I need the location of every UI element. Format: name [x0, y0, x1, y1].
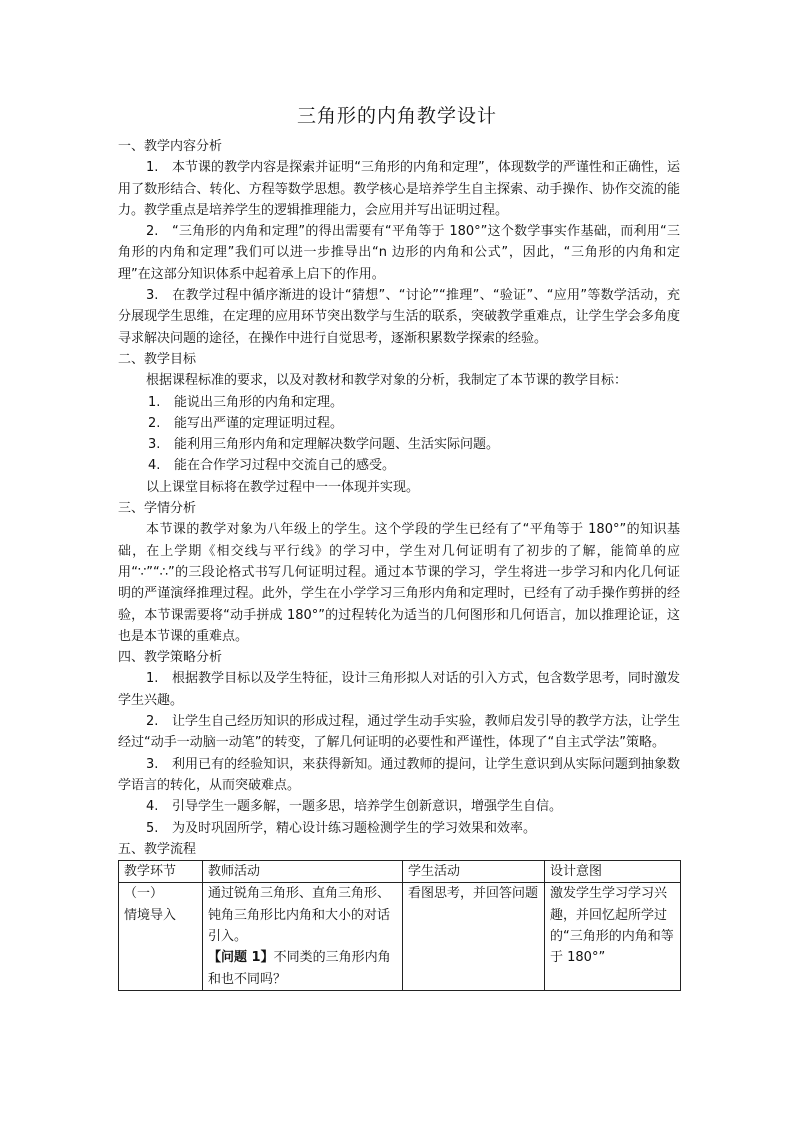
paragraph-text: 为及时巩固所学，精心设计练习题检测学生的学习效果和效率。 — [172, 820, 537, 836]
process-table — [118, 860, 681, 991]
paragraph — [118, 818, 680, 839]
list-number: 2. — [146, 714, 159, 730]
section-heading-5: 五、教学流程 — [118, 841, 197, 857]
paragraph-text: 利用已有的经验知识，来获得新知。通过教师的提问，让学生意识到从实际问题到抽象数学语言的转化，从而突破难点。 — [118, 756, 680, 793]
list-number: 4. — [146, 799, 159, 815]
table-row — [119, 883, 681, 990]
paragraph — [118, 285, 680, 349]
list-number: 4. — [148, 458, 161, 474]
list-item — [118, 455, 680, 476]
paragraph-text: “三角形的内角和定理”的得出需要有“平角等于 180°”这个数学事实作基础，而利用“三角形的内角和定理”我们可以进一步推导出“n 边形的内角和公式”，因此，“三角形的内角和定理”在这部分知识体系中起着承上启下的作用。 — [118, 224, 680, 282]
list-number: 1. — [146, 160, 159, 176]
paragraph-text: 根据教学目标以及学生特征，设计三角形拟人对话的引入方式，包含数学思考，同时激发学生兴趣。 — [118, 671, 680, 708]
list-item — [118, 392, 680, 413]
list-number: 3. — [146, 756, 159, 772]
list-number: 2. — [148, 415, 161, 431]
list-text: 能利用三角形内角和定理解决数学问题、生活实际问题。 — [174, 437, 500, 453]
stage-name: 情境导入 — [124, 907, 177, 923]
list-number: 3. — [146, 288, 159, 304]
paragraph — [118, 157, 680, 221]
table-cell-student: 看图思考，并回答问题 — [403, 883, 545, 990]
table-header-cell: 设计意图 — [545, 861, 681, 883]
list-number: 3. — [148, 437, 161, 453]
table-header-cell: 教学环节 — [119, 861, 203, 883]
table-cell-stage — [119, 883, 203, 990]
table-header-cell: 学生活动 — [403, 861, 545, 883]
table-cell-intent: 激发学生学习学习兴趣，并回忆起所学过的“三角形的内角和等于 180°” — [545, 883, 681, 990]
table-header-row — [119, 861, 681, 883]
list-number: 5. — [146, 820, 159, 836]
paragraph: 根据课程标准的要求，以及对教材和教学对象的分析，我制定了本节课的教学目标： — [146, 373, 628, 389]
section-heading-2: 二、教学目标 — [118, 351, 197, 367]
table-cell-teacher — [203, 883, 403, 990]
paragraph — [118, 221, 680, 285]
paragraph-text: 本节课的教学内容是探索并证明“三角形的内角和定理”，体现数学的严谨性和正确性，运用了数形结合、转化、方程等数学思想。教学核心是培养学生自主探索、动手操作、协作交流的能力。教学重点是培养学生的逻辑推理能力，会应用并写出证明过程。 — [118, 160, 680, 218]
table-header-cell: 教师活动 — [203, 861, 403, 883]
section-heading-4: 四、教学策略分析 — [118, 650, 223, 666]
paragraph-text: 引导学生一题多解，一题多思，培养学生创新意识，增强学生自信。 — [172, 799, 563, 815]
page-title: 三角形的内角教学设计 — [296, 105, 497, 127]
question-text: 不同类的三角形内角和也不同吗？ — [208, 950, 391, 987]
list-item — [118, 413, 680, 434]
question — [208, 947, 397, 990]
teacher-activity: 通过锐角三角形、直角三角形、钝角三角形比内角和大小的对话引入。 — [208, 886, 391, 944]
list-text: 能在合作学习过程中交流自己的感受。 — [174, 458, 396, 474]
paragraph: 以上课堂目标将在教学过程中一一体现并实现。 — [146, 479, 420, 495]
list-number: 1. — [146, 671, 159, 687]
list-number: 1. — [148, 394, 161, 410]
paragraph-text: 让学生自己经历知识的形成过程，通过学生动手实验，教师启发引导的教学方法，让学生经过“动手一动脑一动笔”的转变，了解几何证明的必要性和严谨性，体现了“自主式学法”策略。 — [118, 714, 680, 751]
document-body — [118, 136, 680, 991]
section-heading-1: 一、教学内容分析 — [118, 139, 223, 154]
paragraph — [118, 668, 680, 711]
paragraph-text: 在教学过程中循序渐进的设计“猜想”、“讨论”“推理”、“验证”、“应用”等数学活动，充分展现学生思维，在定理的应用环节突出数学与生活的联系，突破教学重难点，让学生学会多角度寻求解决问题的途径，在操作中进行自觉思考，逐渐积累数学探索的经验。 — [118, 288, 680, 346]
paragraph — [118, 796, 680, 817]
list-text: 能写出严谨的定理证明过程。 — [174, 415, 344, 431]
list-text: 能说出三角形的内角和定理。 — [174, 394, 344, 410]
paragraph: 本节课的教学对象为八年级上的学生。这个学段的学生已经有了“平角等于 180°”的知识基础，在上学期《相交线与平行线》的学习中，学生对几何证明有了初步的了解，能简单的应用“∵”“∴”的三段论格式书写几何证明过程。通过本节课的学习，学生将进一步学习和内化几何证明的严谨演绎推理过程。此外，学生在小学学习三角形内角和定理时，已经有了动手操作剪拼的经验，本节课需要将“动手拼成 180°”的过程转化为适当的几何图形和几何语言，加以推理论证，这也是本节课的重难点。 — [118, 522, 680, 644]
list-number: 2. — [146, 224, 159, 240]
question-label: 【问题 1】 — [208, 950, 274, 966]
paragraph — [118, 711, 680, 754]
section-heading-3: 三、学情分析 — [118, 501, 197, 517]
stage-number: （一） — [124, 886, 164, 902]
paragraph — [118, 754, 680, 797]
list-item — [118, 434, 680, 455]
